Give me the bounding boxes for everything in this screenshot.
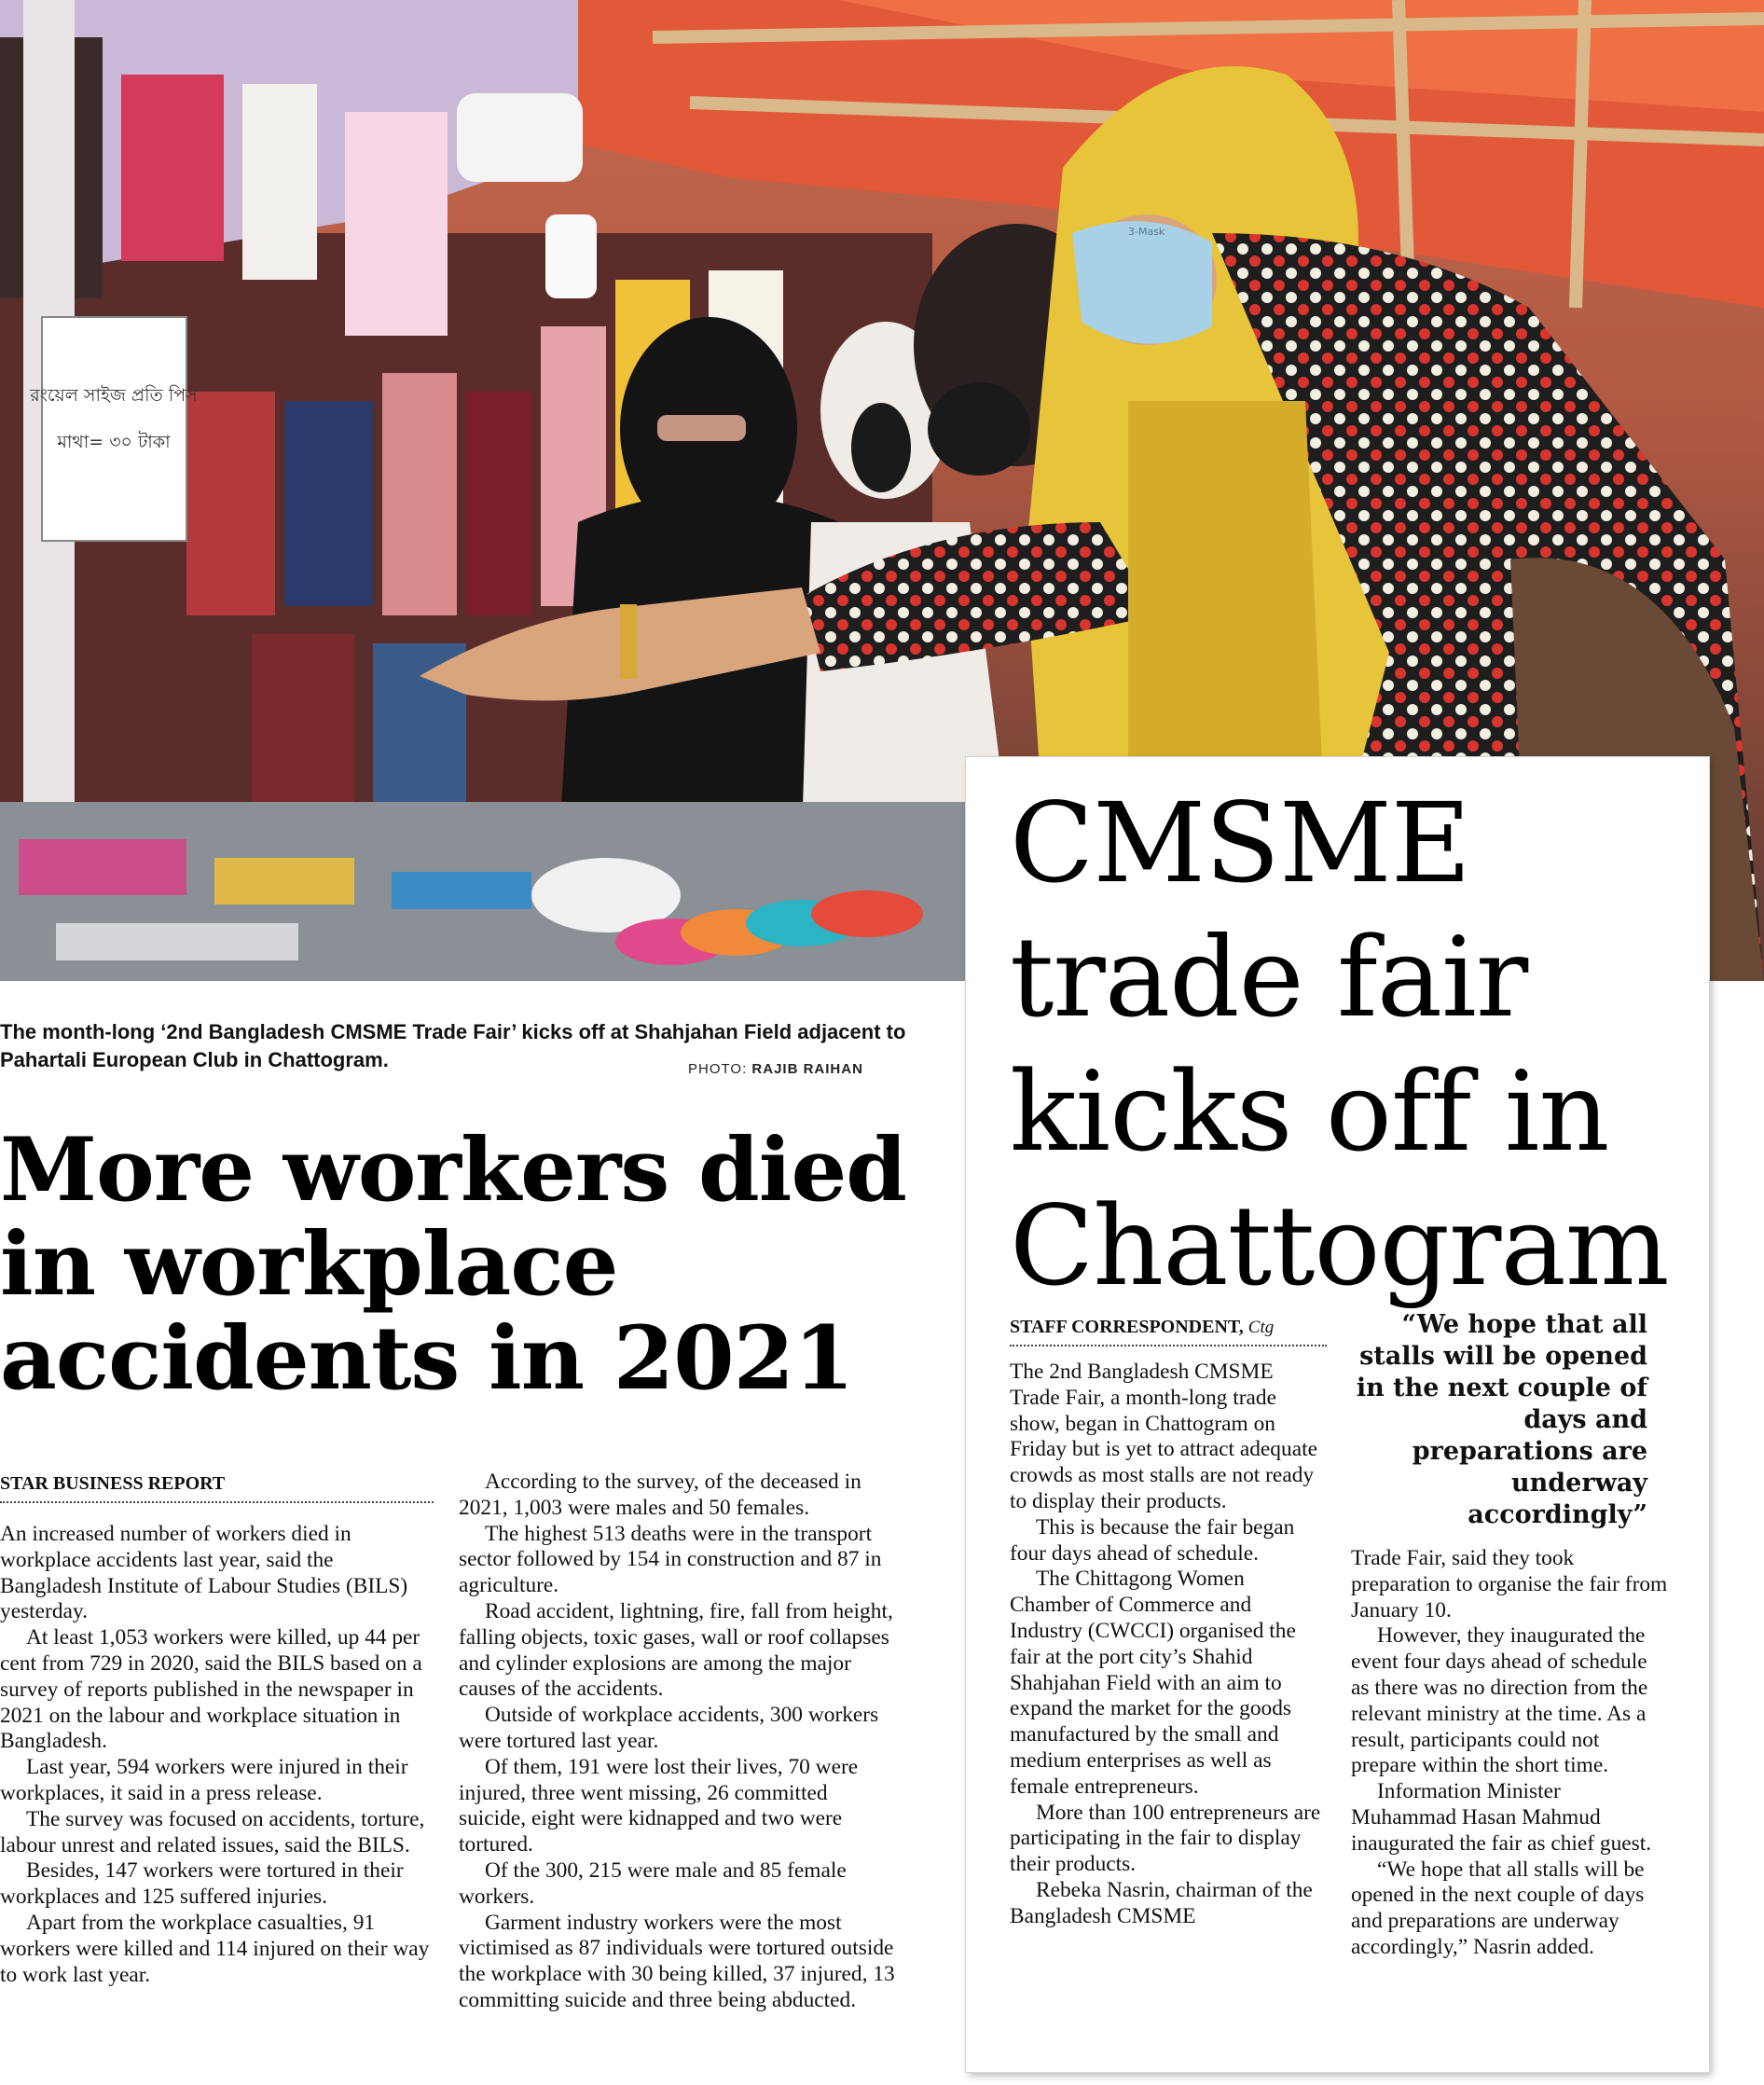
photo-credit xyxy=(688,1061,912,1077)
paragraph: Apart from the workplace casualties, 91 workers were killed and 114 injured on their way to work last year. xyxy=(0,1910,430,1987)
photo-caption: The month-long ‘2nd Bangladesh CMSME Trade Fair’ kicks off at Shahjahan Field adjacent to Pahartali European Club in Chattogram. xyxy=(0,1020,906,1071)
paragraph: According to the survey, of the deceased in 2021, 1,003 were males and 50 females. xyxy=(459,1470,861,1520)
paragraph: This is because the fair began four days ahead of schedule. xyxy=(1010,1514,1295,1566)
paragraph: Rebeka Nasrin, chairman of the Bangladesh CMSME xyxy=(1010,1877,1313,1928)
paragraph: Of them, 191 were lost their lives, 70 were injured, three went missing, 26 committed suicide, eight were kidnapped and two were tortured. xyxy=(459,1754,859,1857)
left-story-byline: STAR BUSINESS REPORT xyxy=(0,1473,434,1503)
paragraph: “We hope that all stalls will be opened in the next couple of days and preparations are underway accordingly,” Nasrin added. xyxy=(1351,1857,1645,1959)
paragraph: Last year, 594 workers were injured in their workplaces, it said in a press release. xyxy=(0,1755,408,1805)
right-story-byline xyxy=(1010,1317,1327,1346)
left-story-headline: More workers died in workplace accidents in 2021 xyxy=(0,1119,907,1410)
photo-credit-name: RAJIB RAIHAN xyxy=(751,1061,863,1077)
paragraph: Outside of workplace accidents, 300 workers were tortured last year. xyxy=(459,1703,879,1753)
paragraph: The survey was focused on accidents, torture, labour unrest and related issues, said the BILS. xyxy=(0,1806,425,1857)
photo-credit-prefix: PHOTO: xyxy=(688,1061,748,1077)
paragraph: The 2nd Bangladesh CMSME Trade Fair, a month-long trade show, began in Chattogram on Friday but is yet to attract adequate crowds as most stalls are not ready to display their products. xyxy=(1010,1360,1317,1513)
right-story-column-1 xyxy=(1010,1360,1327,1930)
paragraph: Besides, 147 workers were tortured in their workplaces and 125 suffered injuries. xyxy=(0,1858,404,1910)
paragraph: Of the 300, 215 were male and 85 female workers. xyxy=(459,1857,847,1909)
mask-label: 3-Mask xyxy=(1128,226,1165,238)
paragraph: Road accident, lightning, fire, fall from height, falling objects, toxic gases, wall or roof collapses and cylinder explosions are among the major causes of the accidents. xyxy=(459,1598,893,1702)
paragraph: Garment industry workers were the most victimised as 87 individuals were tortured outside the workplace with 30 being killed, 37 injured, 13 committing suicide and three being abducted. xyxy=(459,1910,895,2012)
right-story-column-2 xyxy=(1351,1546,1668,1961)
byline-author: STAFF CORRESPONDENT, xyxy=(1010,1317,1244,1337)
left-story-column-1 xyxy=(0,1522,434,1988)
paragraph: At least 1,053 workers were killed, up 44 per cent from 729 in 2020, said the BILS based on a survey of reports published in the newspaper in 2021 on the labour and workplace situation in Bangladesh. xyxy=(0,1625,422,1754)
paragraph: The Chittagong Women Chamber of Commerce and Industry (CWCCI) organised the fair at the port city’s Shahid Shahjahan Field with an aim to expand the market for the goods manufactured by the small and medium enterprises as well as female entrepreneurs. xyxy=(1010,1567,1296,1799)
left-story-column-2 xyxy=(459,1470,897,2014)
paragraph: An increased number of workers died in workplace accidents last year, said the Bangladesh Institute of Labour Studies (BILS) yesterday. xyxy=(0,1522,408,1624)
paragraph: However, they inaugurated the event four days ahead of schedule as there was no direction from the relevant ministry at the time. As a result, participants could not prepare within the short time. xyxy=(1351,1623,1648,1778)
paragraph: The highest 513 deaths were in the transport sector followed by 154 in construction and 87 in agriculture. xyxy=(459,1521,882,1598)
paragraph: Trade Fair, said they took preparation to organise the fair from January 10. xyxy=(1351,1546,1668,1622)
pull-quote: “We hope that all stalls will be opened in the next couple of days and preparations are underway accordingly” xyxy=(1356,1310,1647,1529)
paragraph: More than 100 entrepreneurs are participating in the fair to display their products. xyxy=(1010,1800,1321,1877)
right-story-headline: CMSME trade fair kicks off in Chattogram xyxy=(1010,779,1669,1310)
sign-text-line1: রংয়েল সাইজ প্রতি পিস xyxy=(30,385,198,406)
sign-text-line2: মাথা= ৩০ টাকা xyxy=(57,432,171,452)
byline-location: Ctg xyxy=(1247,1318,1275,1337)
paragraph: Information Minister Muhammad Hasan Mahmud inaugurated the fair as chief guest. xyxy=(1351,1779,1652,1856)
